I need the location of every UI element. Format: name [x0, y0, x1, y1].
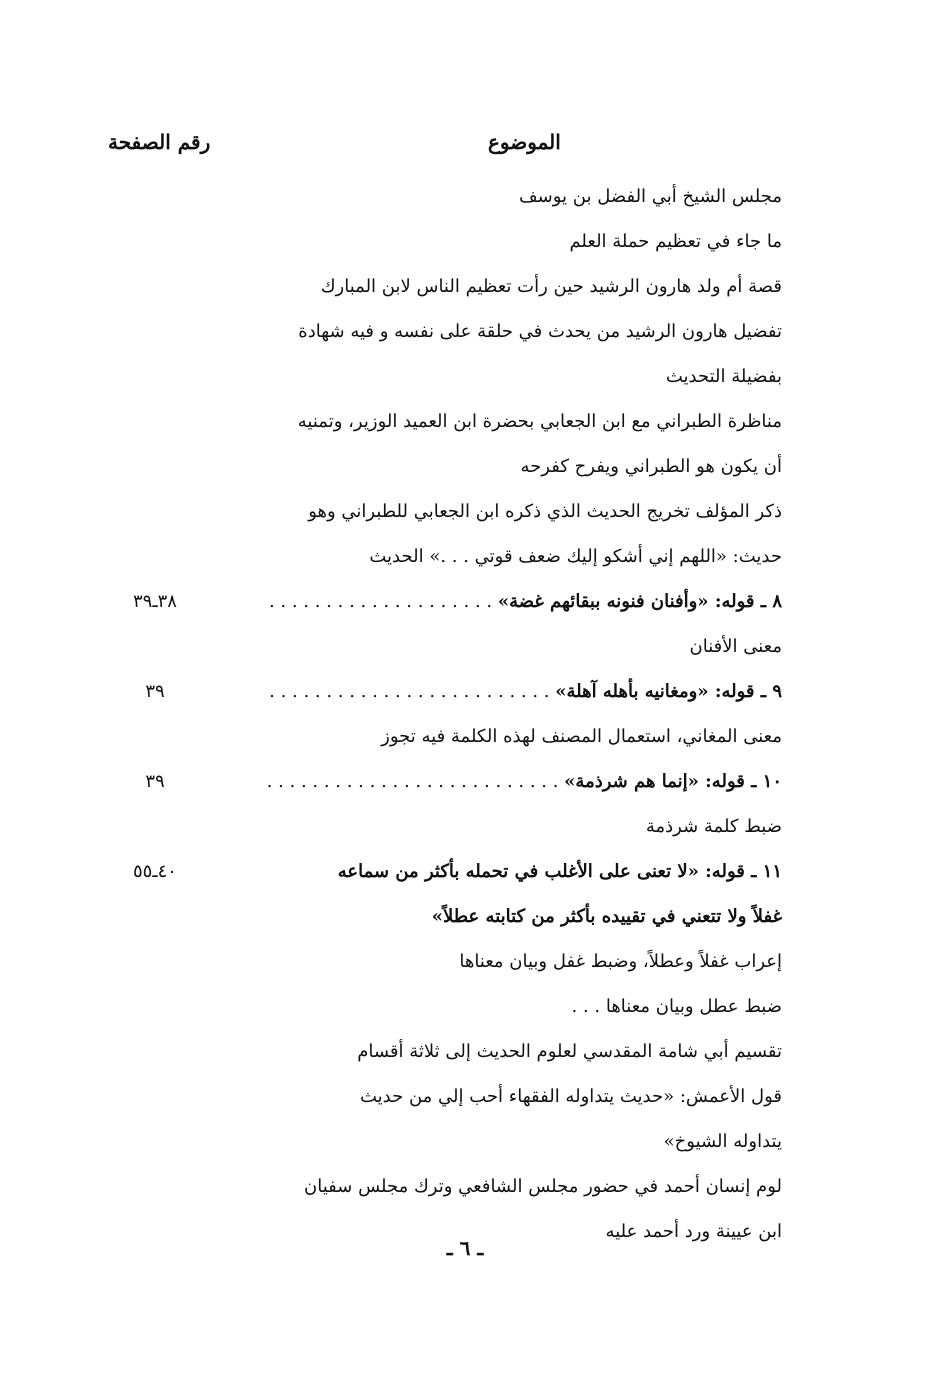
toc-entry: [110, 945, 782, 990]
toc-entry: [110, 900, 782, 945]
toc-entry-title: تفضيل هارون الرشيد من يحدث في حلقة على نفسه و فيه شهادة: [298, 321, 782, 342]
toc-entry: [110, 405, 782, 450]
toc-entry: [110, 585, 782, 630]
toc-entry: [110, 765, 782, 810]
toc-entry-title: يتداوله الشيوخ»: [663, 1131, 782, 1152]
toc-entry: [110, 630, 782, 675]
toc-entry-title: بفضيلة التحديث: [665, 366, 782, 387]
toc-entry: [110, 990, 782, 1035]
toc-entry: [110, 855, 782, 900]
toc-entry: [110, 270, 782, 315]
toc-entry: [110, 1080, 782, 1125]
toc-entry-page: ٣٨ـ٣٩: [133, 591, 177, 612]
toc-entry: [110, 495, 782, 540]
toc-entry-page: ٤٠ـ٥٥: [133, 861, 177, 882]
toc-entry: [110, 1125, 782, 1170]
toc-entry-title: ضبط عطل وبيان معناها . . .: [571, 996, 782, 1017]
toc-entry: [110, 450, 782, 495]
toc-entry-title: ٩ ـ قوله: «ومغانيه بأهله آهلة» . . .: [262, 675, 782, 709]
toc-entry-title: قول الأعمش: «حديث يتداوله الفقهاء أحب إلي من حديث: [359, 1086, 782, 1107]
toc-entry-title: ذكر المؤلف تخريج الحديث الذي ذكره ابن الجعابي للطبراني وهو: [308, 501, 782, 522]
toc-entry: [110, 180, 782, 225]
toc-entry-title: غفلاً ولا تتعني في تقييده بأكثر من كتابته عطلاً»: [431, 906, 782, 927]
toc-entry-title: ما جاء في تعظيم حملة العلم: [569, 231, 782, 252]
toc-entry: [110, 1170, 782, 1215]
toc-entry-title: ١١ ـ قوله: «لا تعنى على الأغلب في تحمله بأكثر من سماعه: [337, 861, 782, 882]
toc-entry: [110, 810, 782, 855]
toc-entry-title: معنى الأفنان: [689, 636, 782, 657]
toc-entry: [110, 315, 782, 360]
page-footer-number: ـ ٦ ـ: [446, 1236, 484, 1260]
table-of-contents: [110, 180, 782, 1260]
toc-entry-title: لوم إنسان أحمد في حضور مجلس الشافعي وترك مجلس سفيان: [304, 1176, 782, 1197]
page-number-column-header: رقم الصفحة: [108, 130, 211, 154]
toc-entry-title: ٨ ـ قوله: «وأفنان فنونه ببقائهم غضة» . . .: [262, 585, 782, 619]
toc-entry-title: ابن عيينة ورد أحمد عليه: [605, 1221, 782, 1242]
toc-entry-title: تقسيم أبي شامة المقدسي لعلوم الحديث إلى ثلاثة أقسام: [357, 1041, 782, 1062]
toc-entry: [110, 720, 782, 765]
toc-entry-title: أن يكون هو الطبراني ويفرح كفرحه: [520, 456, 782, 477]
toc-entry-title: حديث: «اللهم إني أشكو إليك ضعف قوتي . . .» الحديث: [369, 546, 782, 567]
toc-entry: [110, 360, 782, 405]
toc-entry: [110, 225, 782, 270]
toc-entry-title: ضبط كلمة شرذمة: [645, 816, 782, 837]
toc-entry-title: إعراب غفلاً وعطلاً، وضبط غفل وبيان معناها: [459, 951, 782, 972]
topic-column-header: الموضوع: [488, 130, 561, 154]
toc-entry-title: قصة أم ولد هارون الرشيد حين رأت تعظيم الناس لابن المبارك: [320, 276, 782, 297]
toc-entry-title: مناظرة الطبراني مع ابن الجعابي بحضرة ابن العميد الوزير، وتمنيه: [297, 411, 782, 432]
toc-entry: [110, 675, 782, 720]
toc-entry: [110, 540, 782, 585]
toc-entry-page: ٣٩: [145, 771, 165, 792]
toc-entry-title: مجلس الشيخ أبي الفضل بن يوسف: [519, 186, 782, 207]
toc-entry-title: ١٠ ـ قوله: «إنما هم شرذمة» . . .: [262, 765, 782, 799]
toc-entry-title: معنى المغاني، استعمال المصنف لهذه الكلمة فيه تجوز: [381, 726, 782, 747]
toc-entry-page: ٣٩: [145, 681, 165, 702]
toc-entry: [110, 1035, 782, 1080]
